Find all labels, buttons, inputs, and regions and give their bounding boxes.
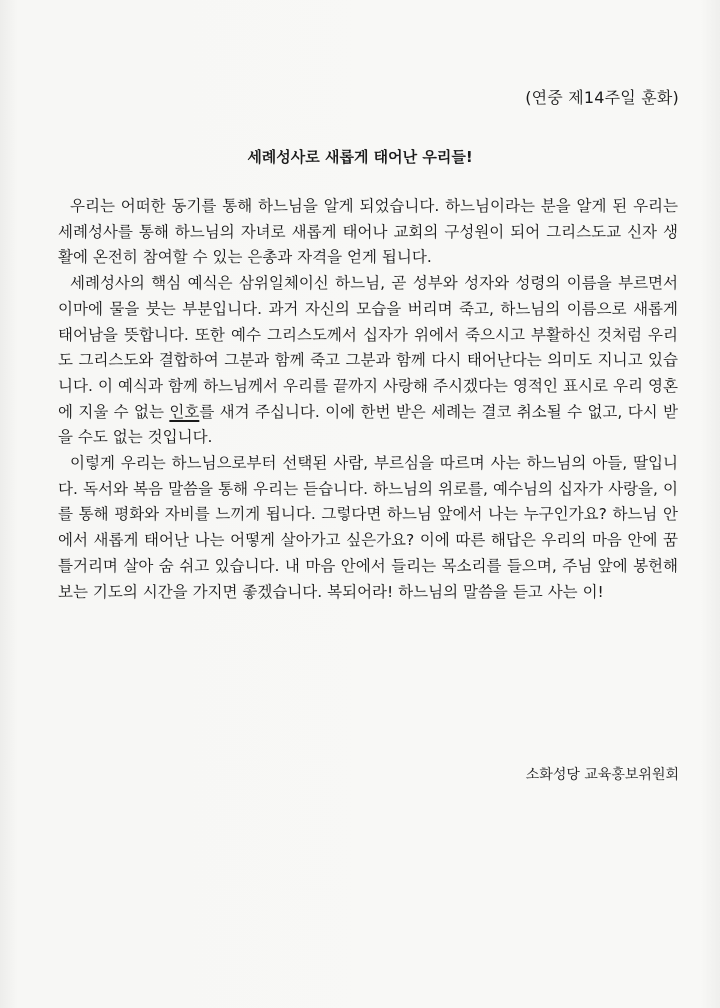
signature: 소화성당 교육홍보위원회 [525, 767, 679, 783]
document-body [58, 194, 678, 605]
underlined-term: 인호 [169, 402, 200, 421]
document-title: 세례성사로 새롭게 태어난 우리들! [247, 148, 473, 166]
paragraph-1: 우리는 어떠한 동기를 통해 하느님을 알게 되었습니다. 하느님이라는 분을 알게 된 우리는 세례성사를 통해 하느님의 자녀로 새롭게 태어나 교회의 구성원이 되어 그리스도교 신자 생활에 온전히 참여할 수 있는 은총과 자격을 얻게 됩니다. [58, 197, 678, 267]
paragraph-2-part-2: 를 새겨 주십니다. 이에 한번 받은 세례는 결코 취소될 수 없고, 다시 받을 수도 없는 것입니다. [58, 402, 678, 447]
paragraph-2-part-1: 세례성사의 핵심 예식은 삼위일체이신 하느님, 곧 성부와 성자와 성령의 이름을 부르면서 이마에 물을 붓는 부분입니다. 과거 자신의 모습을 버리며 죽고, 하느님의 이름으로 새롭게 태어남을 뜻합니다. 또한 예수 그리스도께서 십자가 위에서 죽으시고 부활하신 것처럼 우리도 그리스도와 결합하여 그분과 함께 죽고 그분과 함께 다시 태어난다는 의미도 지니고 있습니다. 이 예식과 함께 하느님께서 우리를 끝까지 사랑해 주시겠다는 영적인 표시로 우리 영혼에 지울 수 없는 [58, 274, 678, 421]
sunday-note: (연중 제14주일 훈화) [525, 88, 679, 107]
paragraph-2 [58, 271, 678, 451]
paragraph-3: 이렇게 우리는 하느님으로부터 선택된 사람, 부르심을 따르며 사는 하느님의 아들, 딸입니다. 독서와 복음 말씀을 통해 우리는 듣습니다. 하느님의 위로를, 예수님의 십자가 사랑을, 이를 통해 평화와 자비를 느끼게 됩니다. 그렇다면 하느님 앞에서 나는 누구인가요? 하느님 안에서 새롭게 태어난 나는 어떻게 살아가고 싶은가요? 이에 따른 해답은 우리의 마음 안에 꿈틀거리며 살아 숨 쉬고 있습니다. 내 마음 안에서 들리는 목소리를 들으며, 주님 앞에 봉헌해 보는 기도의 시간을 가지면 좋겠습니다. 복되어라! 하느님의 말씀을 듣고 사는 이! [58, 454, 678, 601]
